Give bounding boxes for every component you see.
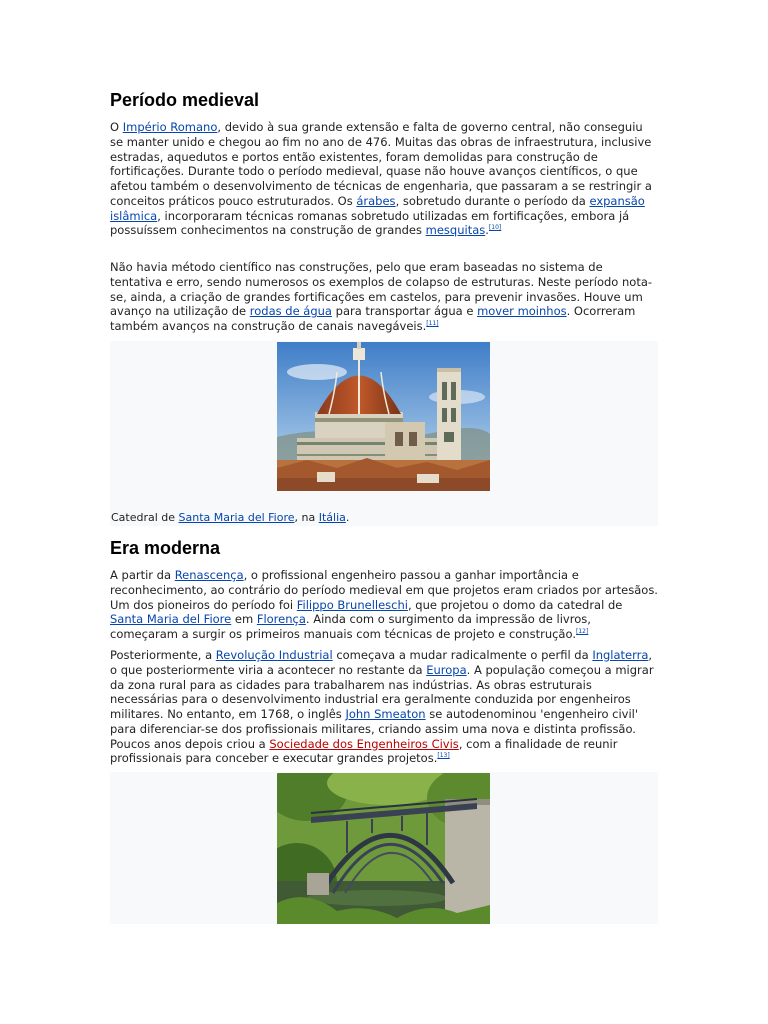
reference-10[interactable]: [10] <box>488 224 502 232</box>
section-heading-era-moderna: Era moderna <box>110 538 221 558</box>
link-italia[interactable]: Itália <box>318 511 346 524</box>
link-mover-moinhos[interactable]: mover moinhos <box>477 304 567 319</box>
section-heading-medieval: Período medieval <box>110 90 260 110</box>
reference-12[interactable]: [12] <box>575 628 589 636</box>
iron-bridge-photo[interactable] <box>277 773 490 924</box>
paragraph-moderna-1: A partir da Renascença, o profissional engenheiro passou a ganhar importância e reconhecimento, ao contrário do período medieval em que projetos eram criados por artesãos. Um dos pioneiros do período foi Filippo Brunelleschi, que projetou o domo da catedral de Santa Maria del Fiore em Florença. Ainda com o surgimento da impressão de livros, começaram a surgir os primeiros manuais com técnicas de projeto e construção.[12] <box>110 568 658 641</box>
link-imperio-romano[interactable]: Império Romano <box>122 120 218 134</box>
figure-iron-bridge <box>110 772 658 924</box>
paragraph-medieval-1: O Império Romano, devido à sua grande extensão e falta de governo central, não conseguiu se manter unido e chegou ao fim no ano de 476. Muitas das obras de infraestrutura, inclusive estradas, aquedutos e portos então existentes, foram demolidas para construção de fortificações. Durante todo o período medieval, quase não houve avanços científicos, o que afetou também o desenvolvimento de técnicas de engenharia, que passaram a se restringir a conceitos práticos pouco estruturados. Os árabes, sobretudo durante o período da expansão islâmica, incorporaram técnicas romanas sobretudo utilizadas em fortificações, embora já possuíssem conhecimentos na construção de grandes mesquitas.[10] <box>110 120 652 238</box>
link-john-smeaton[interactable]: John Smeaton <box>345 707 426 721</box>
reference-11[interactable]: [11] <box>426 320 439 328</box>
figure-cathedral <box>110 341 658 526</box>
figure-caption-cathedral: Catedral de Santa Maria del Fiore, na Itália. <box>111 511 350 524</box>
link-inglaterra[interactable]: Inglaterra <box>592 648 649 662</box>
link-florenca[interactable]: Florença <box>256 612 306 627</box>
link-santa-maria-del-fiore[interactable]: Santa Maria del Fiore <box>110 612 232 627</box>
link-arabes[interactable]: árabes <box>356 193 396 208</box>
link-rodas-de-agua[interactable]: rodas de água <box>249 304 332 319</box>
link-expansao-islamica[interactable]: expansão islâmica <box>110 193 645 223</box>
link-europa[interactable]: Europa <box>426 662 467 677</box>
paragraph-moderna-2: Posteriormente, a Revolução Industrial começava a mudar radicalmente o perfil da Inglaterra, o que posteriormente viria a acontecer no restante da Europa. A população começou a migrar da zona rural para as cidades para trabalharem nas indústrias. As obras estruturais necessárias para o desenvolvimento industrial era geralmente conduzida por engenheiros militares. No entanto, em 1768, o inglês John Smeaton se autodenominou 'engenheiro civil' para diferenciar-se dos profissionais militares, criando assim uma nova e distinta profissão. Poucos anos depois criou a Sociedade dos Engenheiros Civis, com a finalidade de reunir profissionais para conceber e executar grandes projetos.[13] <box>110 648 654 766</box>
reference-13[interactable]: [13] <box>437 752 450 760</box>
link-santa-maria-del-fiore-caption[interactable]: Santa Maria del Fiore <box>178 511 295 524</box>
link-filippo-brunelleschi[interactable]: Filippo Brunelleschi <box>296 597 408 612</box>
link-sociedade-engenheiros-civis[interactable]: Sociedade dos Engenheiros Civis <box>269 736 459 751</box>
paragraph-medieval-2: Não havia método científico nas construções, pelo que eram baseadas no sistema de tentativa e erro, sendo numerosos os exemplos de colapso de estruturas. Neste período nota-se, ainda, a criação de grandes fortificações em castelos, para prevenir invasões. Houve um avanço na utilização de rodas de água para transportar água e mover moinhos. Ocorreram também avanços na construção de canais navegáveis.[11] <box>110 260 653 333</box>
cathedral-photo[interactable] <box>277 342 490 491</box>
link-revolucao-industrial[interactable]: Revolução Industrial <box>215 648 333 662</box>
link-renascenca[interactable]: Renascença <box>174 568 244 582</box>
link-mesquitas[interactable]: mesquitas <box>425 223 486 238</box>
